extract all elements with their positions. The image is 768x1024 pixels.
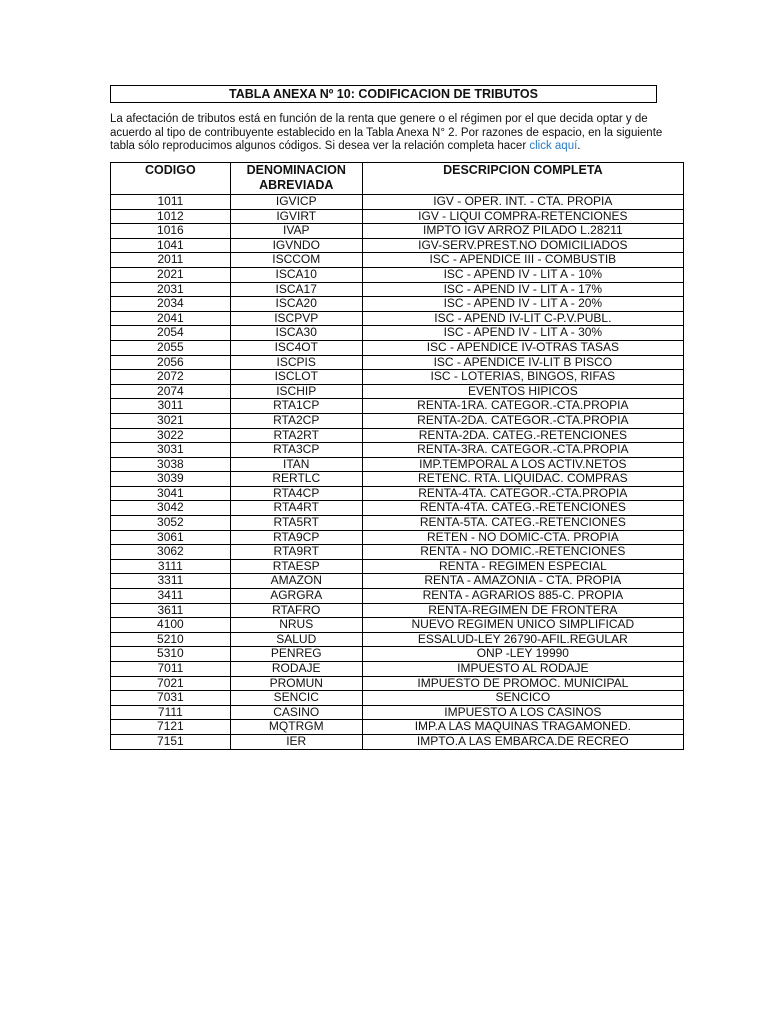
table-row: [111, 209, 684, 224]
cell-codigo: 5210: [111, 632, 231, 647]
cell-descripcion: ISC - APENDICE III - COMBUSTIB: [362, 253, 683, 268]
table-row: [111, 282, 684, 297]
cell-descripcion: RENTA - AMAZONIA - CTA. PROPIA: [362, 574, 683, 589]
cell-denominacion: ISC4OT: [230, 340, 362, 355]
page-title: TABLA ANEXA Nº 10: CODIFICACION DE TRIBUTOS: [110, 85, 657, 103]
table-row: [111, 530, 684, 545]
cell-denominacion: AGRGRA: [230, 589, 362, 604]
cell-codigo: 3038: [111, 457, 231, 472]
table-row: [111, 472, 684, 487]
cell-descripcion: RENTA - AGRARIOS 885-C. PROPIA: [362, 589, 683, 604]
cell-descripcion: IMPTO IGV ARROZ PILADO L.28211: [362, 224, 683, 239]
cell-codigo: 3039: [111, 472, 231, 487]
cell-descripcion: RENTA-2DA. CATEGOR.-CTA.PROPIA: [362, 413, 683, 428]
cell-denominacion: ISCA20: [230, 297, 362, 312]
cell-denominacion: PROMUN: [230, 676, 362, 691]
table-row: [111, 501, 684, 516]
cell-descripcion: IMPTO.A LAS EMBARCA.DE RECREO: [362, 734, 683, 749]
table-row: [111, 326, 684, 341]
table-row: [111, 370, 684, 385]
tributos-table: [110, 162, 684, 750]
cell-denominacion: IGVNDO: [230, 238, 362, 253]
cell-codigo: 1011: [111, 195, 231, 210]
table-row: [111, 253, 684, 268]
table-row: [111, 691, 684, 706]
cell-denominacion: RTA5RT: [230, 516, 362, 531]
cell-denominacion: ITAN: [230, 457, 362, 472]
cell-denominacion: RERTLC: [230, 472, 362, 487]
table-row: [111, 224, 684, 239]
cell-descripcion: ONP -LEY 19990: [362, 647, 683, 662]
cell-codigo: 5310: [111, 647, 231, 662]
cell-codigo: 2054: [111, 326, 231, 341]
cell-descripcion: RENTA-REGIMEN DE FRONTERA: [362, 603, 683, 618]
table-row: [111, 311, 684, 326]
table-row: [111, 457, 684, 472]
cell-codigo: 3021: [111, 413, 231, 428]
cell-codigo: 3611: [111, 603, 231, 618]
cell-codigo: 7151: [111, 734, 231, 749]
cell-codigo: 3411: [111, 589, 231, 604]
cell-codigo: 1016: [111, 224, 231, 239]
cell-codigo: 3041: [111, 486, 231, 501]
cell-codigo: 3022: [111, 428, 231, 443]
cell-codigo: 2031: [111, 282, 231, 297]
table-row: [111, 574, 684, 589]
cell-codigo: 3111: [111, 559, 231, 574]
table-row: [111, 238, 684, 253]
cell-denominacion: IER: [230, 734, 362, 749]
table-row: [111, 603, 684, 618]
table-row: [111, 647, 684, 662]
cell-denominacion: ISCCOM: [230, 253, 362, 268]
table-body: [111, 195, 684, 750]
cell-descripcion: RENTA-3RA. CATEGOR.-CTA.PROPIA: [362, 443, 683, 458]
table-row: [111, 589, 684, 604]
cell-codigo: 7011: [111, 662, 231, 677]
cell-denominacion: ISCA30: [230, 326, 362, 341]
cell-denominacion: ISCA17: [230, 282, 362, 297]
cell-codigo: 2011: [111, 253, 231, 268]
intro-paragraph: [110, 113, 690, 154]
table-row: [111, 545, 684, 560]
cell-denominacion: RTA4RT: [230, 501, 362, 516]
cell-descripcion: IMPUESTO DE PROMOC. MUNICIPAL: [362, 676, 683, 691]
cell-codigo: 2072: [111, 370, 231, 385]
cell-codigo: 3052: [111, 516, 231, 531]
table-row: [111, 705, 684, 720]
cell-denominacion: ISCA10: [230, 267, 362, 282]
header-codigo: CODIGO: [111, 163, 231, 195]
click-here-link[interactable]: click aquí: [529, 140, 578, 152]
cell-codigo: 7111: [111, 705, 231, 720]
cell-descripcion: SENCICO: [362, 691, 683, 706]
cell-denominacion: AMAZON: [230, 574, 362, 589]
cell-denominacion: NRUS: [230, 618, 362, 633]
table-row: [111, 559, 684, 574]
table-row: [111, 632, 684, 647]
cell-descripcion: RENTA-5TA. CATEG.-RETENCIONES: [362, 516, 683, 531]
cell-descripcion: IMPUESTO A LOS CASINOS: [362, 705, 683, 720]
cell-codigo: 3011: [111, 399, 231, 414]
cell-descripcion: ESSALUD-LEY 26790-AFIL.REGULAR: [362, 632, 683, 647]
cell-codigo: 2021: [111, 267, 231, 282]
table-row: [111, 384, 684, 399]
cell-descripcion: IGV-SERV.PREST.NO DOMICILIADOS: [362, 238, 683, 253]
cell-denominacion: RTA4CP: [230, 486, 362, 501]
cell-denominacion: RODAJE: [230, 662, 362, 677]
cell-codigo: 7121: [111, 720, 231, 735]
cell-descripcion: IMP.TEMPORAL A LOS ACTIV.NETOS: [362, 457, 683, 472]
table-row: [111, 516, 684, 531]
header-denominacion: DENOMINACION ABREVIADA: [230, 163, 362, 195]
cell-descripcion: ISC - APENDICE IV-LIT B PISCO: [362, 355, 683, 370]
cell-codigo: 4100: [111, 618, 231, 633]
cell-descripcion: NUEVO REGIMEN UNICO SIMPLIFICAD: [362, 618, 683, 633]
cell-denominacion: RTAESP: [230, 559, 362, 574]
intro-end: .: [577, 140, 581, 152]
cell-descripcion: ISC - LOTERIAS, BINGOS, RIFAS: [362, 370, 683, 385]
cell-codigo: 7021: [111, 676, 231, 691]
table-row: [111, 340, 684, 355]
table-row: [111, 267, 684, 282]
cell-codigo: 7031: [111, 691, 231, 706]
cell-codigo: 3042: [111, 501, 231, 516]
table-row: [111, 618, 684, 633]
cell-denominacion: MQTRGM: [230, 720, 362, 735]
cell-codigo: 3062: [111, 545, 231, 560]
cell-codigo: 2056: [111, 355, 231, 370]
cell-denominacion: RTA3CP: [230, 443, 362, 458]
cell-codigo: 1012: [111, 209, 231, 224]
cell-denominacion: PENREG: [230, 647, 362, 662]
cell-descripcion: RETENC. RTA. LIQUIDAC. COMPRAS: [362, 472, 683, 487]
table-row: [111, 297, 684, 312]
cell-denominacion: RTA2RT: [230, 428, 362, 443]
cell-denominacion: ISCHIP: [230, 384, 362, 399]
table-row: [111, 355, 684, 370]
cell-descripcion: IGV - LIQUI COMPRA-RETENCIONES: [362, 209, 683, 224]
cell-denominacion: IGVIRT: [230, 209, 362, 224]
cell-codigo: 3031: [111, 443, 231, 458]
cell-denominacion: IGVICP: [230, 195, 362, 210]
table-row: [111, 399, 684, 414]
table-row: [111, 486, 684, 501]
cell-denominacion: RTA9CP: [230, 530, 362, 545]
cell-descripcion: RENTA-4TA. CATEG.-RETENCIONES: [362, 501, 683, 516]
cell-descripcion: ISC - APEND IV-LIT C-P.V.PUBL.: [362, 311, 683, 326]
cell-codigo: 3311: [111, 574, 231, 589]
cell-descripcion: ISC - APENDICE IV-OTRAS TASAS: [362, 340, 683, 355]
table-row: [111, 676, 684, 691]
table-row: [111, 443, 684, 458]
header-descripcion: DESCRIPCION COMPLETA: [362, 163, 683, 195]
cell-descripcion: IMP.A LAS MAQUINAS TRAGAMONED.: [362, 720, 683, 735]
table-row: [111, 662, 684, 677]
cell-descripcion: EVENTOS HIPICOS: [362, 384, 683, 399]
cell-denominacion: RTAFRO: [230, 603, 362, 618]
intro-text: La afectación de tributos está en función de la renta que genere o el régimen por el que decida optar y de acuerdo al tipo de contribuyente establecido en la Tabla Anexa N° 2. Por razones de espacio, en la siguiente tabla sólo reproducimos algunos códigos. Si desea ver la relación completa hacer: [110, 113, 663, 152]
cell-denominacion: IVAP: [230, 224, 362, 239]
table-row: [111, 734, 684, 749]
cell-codigo: 2074: [111, 384, 231, 399]
cell-descripcion: RENTA-2DA. CATEG.-RETENCIONES: [362, 428, 683, 443]
cell-descripcion: ISC - APEND IV - LIT A - 17%: [362, 282, 683, 297]
cell-descripcion: RENTA-4TA. CATEGOR.-CTA.PROPIA: [362, 486, 683, 501]
cell-descripcion: RENTA - REGIMEN ESPECIAL: [362, 559, 683, 574]
cell-descripcion: ISC - APEND IV - LIT A - 20%: [362, 297, 683, 312]
cell-denominacion: RTA1CP: [230, 399, 362, 414]
cell-descripcion: ISC - APEND IV - LIT A - 10%: [362, 267, 683, 282]
cell-codigo: 1041: [111, 238, 231, 253]
cell-denominacion: RTA2CP: [230, 413, 362, 428]
cell-denominacion: CASINO: [230, 705, 362, 720]
cell-descripcion: IGV - OPER. INT. - CTA. PROPIA: [362, 195, 683, 210]
cell-denominacion: RTA9RT: [230, 545, 362, 560]
table-row: [111, 720, 684, 735]
cell-denominacion: ISCLOT: [230, 370, 362, 385]
cell-descripcion: IMPUESTO AL RODAJE: [362, 662, 683, 677]
table-row: [111, 195, 684, 210]
table-row: [111, 428, 684, 443]
cell-descripcion: ISC - APEND IV - LIT A - 30%: [362, 326, 683, 341]
cell-denominacion: ISCPVP: [230, 311, 362, 326]
cell-codigo: 2055: [111, 340, 231, 355]
cell-descripcion: RENTA-1RA. CATEGOR.-CTA.PROPIA: [362, 399, 683, 414]
cell-codigo: 3061: [111, 530, 231, 545]
cell-denominacion: ISCPIS: [230, 355, 362, 370]
table-row: [111, 413, 684, 428]
cell-codigo: 2034: [111, 297, 231, 312]
cell-denominacion: SALUD: [230, 632, 362, 647]
cell-descripcion: RETEN - NO DOMIC-CTA. PROPIA: [362, 530, 683, 545]
cell-descripcion: RENTA - NO DOMIC.-RETENCIONES: [362, 545, 683, 560]
table-header-row: [111, 163, 684, 195]
cell-codigo: 2041: [111, 311, 231, 326]
cell-denominacion: SENCIC: [230, 691, 362, 706]
